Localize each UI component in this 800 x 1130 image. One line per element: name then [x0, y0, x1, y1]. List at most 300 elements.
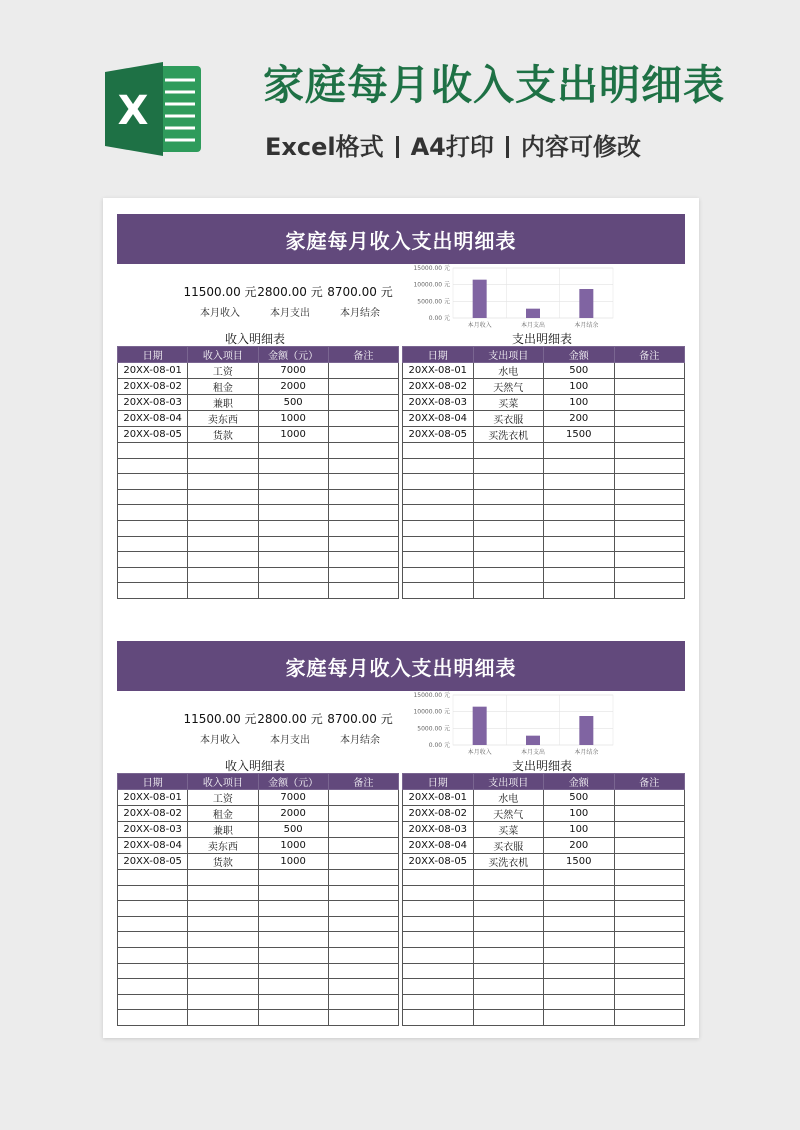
table-cell[interactable]	[544, 443, 615, 459]
table-cell[interactable]: 1000	[258, 838, 328, 854]
table-cell[interactable]	[614, 854, 685, 870]
table-row	[118, 536, 399, 552]
table-row	[118, 806, 399, 822]
table-cell[interactable]	[403, 1010, 474, 1026]
table-cell[interactable]: 20XX-08-02	[118, 806, 188, 822]
table-cell[interactable]	[118, 1010, 188, 1026]
table-cell[interactable]	[473, 870, 544, 886]
table-cell[interactable]	[188, 536, 258, 552]
table-cell[interactable]	[544, 552, 615, 568]
table-cell[interactable]	[614, 505, 685, 521]
table-cell[interactable]: 1500	[544, 854, 615, 870]
table-cell[interactable]	[473, 994, 544, 1010]
table-cell[interactable]	[328, 932, 398, 948]
table-cell[interactable]	[544, 963, 615, 979]
table-cell[interactable]	[188, 505, 258, 521]
table-cell[interactable]: 卖东西	[188, 411, 258, 427]
table-cell[interactable]	[544, 885, 615, 901]
table-cell[interactable]	[544, 583, 615, 599]
table-cell[interactable]	[118, 520, 188, 536]
table-cell[interactable]: 20XX-08-04	[118, 411, 188, 427]
table-cell[interactable]	[328, 505, 398, 521]
table-cell[interactable]	[403, 885, 474, 901]
table-cell[interactable]	[403, 916, 474, 932]
table-row	[403, 363, 685, 379]
table-cell[interactable]: 2000	[258, 806, 328, 822]
column-header: 支出项目	[473, 774, 544, 790]
table-cell[interactable]	[614, 806, 685, 822]
table-row	[118, 790, 399, 806]
table-cell[interactable]	[544, 505, 615, 521]
table-cell[interactable]	[328, 379, 398, 395]
table-cell[interactable]: 2000	[258, 379, 328, 395]
table-row	[403, 932, 685, 948]
table-cell[interactable]	[473, 916, 544, 932]
table-cell[interactable]	[258, 963, 328, 979]
table-cell[interactable]	[544, 567, 615, 583]
table-cell[interactable]	[328, 363, 398, 379]
summary-expense	[253, 283, 327, 319]
table-cell[interactable]	[328, 994, 398, 1010]
table-cell[interactable]	[258, 885, 328, 901]
table-cell[interactable]	[403, 901, 474, 917]
table-cell[interactable]: 20XX-08-01	[403, 790, 474, 806]
table-cell[interactable]: 20XX-08-01	[118, 790, 188, 806]
table-cell[interactable]: 买衣服	[473, 838, 544, 854]
table-cell[interactable]	[473, 979, 544, 995]
table-cell[interactable]: 20XX-08-02	[403, 379, 474, 395]
table-cell[interactable]	[328, 963, 398, 979]
table-cell[interactable]	[473, 505, 544, 521]
table-cell[interactable]	[614, 838, 685, 854]
table-cell[interactable]: 租金	[188, 379, 258, 395]
table-cell[interactable]	[118, 963, 188, 979]
table-cell[interactable]	[258, 1010, 328, 1026]
table-cell[interactable]	[614, 916, 685, 932]
expense-table	[402, 346, 685, 599]
table-row	[403, 947, 685, 963]
table-row	[118, 854, 399, 870]
table-cell[interactable]	[328, 489, 398, 505]
table-cell[interactable]	[118, 979, 188, 995]
table-cell[interactable]	[614, 790, 685, 806]
table-cell[interactable]: 买衣服	[473, 411, 544, 427]
column-header: 金额（元）	[258, 347, 328, 363]
table-cell[interactable]	[258, 870, 328, 886]
table-row	[403, 411, 685, 427]
table-row	[118, 838, 399, 854]
table-cell[interactable]	[328, 947, 398, 963]
table-cell[interactable]	[258, 916, 328, 932]
table-cell[interactable]: 货款	[188, 854, 258, 870]
table-cell[interactable]	[258, 994, 328, 1010]
table-cell[interactable]	[118, 552, 188, 568]
table-cell[interactable]	[403, 870, 474, 886]
table-cell[interactable]	[614, 567, 685, 583]
table-cell[interactable]	[328, 916, 398, 932]
table-cell[interactable]	[328, 474, 398, 490]
table-cell[interactable]	[188, 963, 258, 979]
column-header: 金额（元）	[258, 774, 328, 790]
table-cell[interactable]	[403, 505, 474, 521]
table-cell[interactable]	[614, 963, 685, 979]
table-cell[interactable]	[328, 458, 398, 474]
table-cell[interactable]	[614, 885, 685, 901]
table-cell[interactable]	[403, 963, 474, 979]
table-cell[interactable]: 20XX-08-02	[403, 806, 474, 822]
table-cell[interactable]: 20XX-08-02	[118, 379, 188, 395]
table-cell[interactable]	[258, 583, 328, 599]
table-cell[interactable]	[403, 489, 474, 505]
table-cell[interactable]: 买菜	[473, 822, 544, 838]
table-cell[interactable]	[258, 520, 328, 536]
column-header: 日期	[118, 774, 188, 790]
table-cell[interactable]: 200	[544, 411, 615, 427]
table-cell[interactable]	[544, 458, 615, 474]
summary-value: 8700.00 元	[327, 712, 393, 726]
table-cell[interactable]	[328, 583, 398, 599]
summary-income	[183, 283, 257, 319]
table-cell[interactable]	[473, 567, 544, 583]
table-cell[interactable]: 100	[544, 395, 615, 411]
table-cell[interactable]: 500	[544, 790, 615, 806]
table-cell[interactable]	[328, 411, 398, 427]
table-cell[interactable]: 工资	[188, 790, 258, 806]
table-cell[interactable]: 兼职	[188, 822, 258, 838]
table-cell[interactable]	[328, 520, 398, 536]
income-table	[117, 346, 399, 599]
table-cell[interactable]: 20XX-08-03	[118, 395, 188, 411]
table-cell[interactable]	[328, 901, 398, 917]
summary-chart	[403, 264, 615, 332]
table-cell[interactable]	[614, 411, 685, 427]
table-cell[interactable]	[473, 583, 544, 599]
table-cell[interactable]	[188, 1010, 258, 1026]
table-cell[interactable]	[328, 427, 398, 443]
table-cell[interactable]	[188, 947, 258, 963]
table-cell[interactable]: 1500	[544, 427, 615, 443]
table-cell[interactable]	[258, 505, 328, 521]
table-cell[interactable]	[118, 489, 188, 505]
table-cell[interactable]	[118, 901, 188, 917]
table-cell[interactable]: 20XX-08-05	[403, 854, 474, 870]
table-cell[interactable]	[118, 994, 188, 1010]
table-header-row	[118, 774, 399, 790]
table-cell[interactable]: 买洗衣机	[473, 427, 544, 443]
table-cell[interactable]	[544, 489, 615, 505]
table-row	[403, 979, 685, 995]
table-row	[403, 916, 685, 932]
table-row	[118, 363, 399, 379]
table-cell[interactable]: 买洗衣机	[473, 854, 544, 870]
table-cell[interactable]: 1000	[258, 427, 328, 443]
table-cell[interactable]	[614, 443, 685, 459]
table-cell[interactable]	[118, 885, 188, 901]
table-cell[interactable]: 500	[544, 363, 615, 379]
table-cell[interactable]	[188, 885, 258, 901]
table-cell[interactable]	[614, 474, 685, 490]
table-cell[interactable]	[544, 536, 615, 552]
column-header: 收入项目	[188, 347, 258, 363]
table-cell[interactable]	[118, 536, 188, 552]
table-cell[interactable]	[328, 806, 398, 822]
table-cell[interactable]	[473, 520, 544, 536]
table-cell[interactable]	[614, 583, 685, 599]
table-cell[interactable]	[473, 443, 544, 459]
table-cell[interactable]	[188, 443, 258, 459]
subtitle-divider	[396, 136, 399, 158]
table-cell[interactable]: 20XX-08-04	[118, 838, 188, 854]
table-cell[interactable]	[258, 567, 328, 583]
table-cell[interactable]	[614, 979, 685, 995]
table-cell[interactable]: 500	[258, 395, 328, 411]
table-cell[interactable]	[614, 1010, 685, 1026]
subtitle-editable: 内容可修改	[520, 133, 641, 161]
table-cell[interactable]: 20XX-08-04	[403, 838, 474, 854]
column-header: 备注	[328, 774, 398, 790]
table-cell[interactable]	[118, 474, 188, 490]
table-cell[interactable]	[614, 536, 685, 552]
table-cell[interactable]	[328, 567, 398, 583]
table-cell[interactable]	[403, 979, 474, 995]
table-cell[interactable]: 1000	[258, 411, 328, 427]
table-cell[interactable]	[473, 552, 544, 568]
table-cell[interactable]	[403, 994, 474, 1010]
table-cell[interactable]	[328, 979, 398, 995]
table-cell[interactable]: 卖东西	[188, 838, 258, 854]
table-cell[interactable]	[258, 979, 328, 995]
table-cell[interactable]: 20XX-08-03	[118, 822, 188, 838]
table-cell[interactable]	[188, 870, 258, 886]
table-row	[118, 885, 399, 901]
table-cell[interactable]	[544, 947, 615, 963]
table-row	[118, 916, 399, 932]
table-cell[interactable]	[544, 994, 615, 1010]
table-cell[interactable]	[118, 458, 188, 474]
table-cell[interactable]: 兼职	[188, 395, 258, 411]
table-cell[interactable]	[614, 489, 685, 505]
bar	[526, 736, 540, 745]
table-cell[interactable]	[188, 932, 258, 948]
table-row	[403, 474, 685, 490]
table-cell[interactable]	[118, 505, 188, 521]
table-cell[interactable]	[188, 916, 258, 932]
table-row	[118, 947, 399, 963]
table-cell[interactable]	[258, 536, 328, 552]
table-cell[interactable]	[328, 870, 398, 886]
table-cell[interactable]	[118, 932, 188, 948]
table-cell[interactable]: 水电	[473, 790, 544, 806]
table-cell[interactable]: 天然气	[473, 806, 544, 822]
table-cell[interactable]	[118, 947, 188, 963]
table-row	[403, 536, 685, 552]
table-cell[interactable]: 7000	[258, 790, 328, 806]
table-cell[interactable]	[614, 395, 685, 411]
table-cell[interactable]: 100	[544, 822, 615, 838]
table-cell[interactable]	[188, 458, 258, 474]
table-cell[interactable]	[188, 994, 258, 1010]
table-cell[interactable]	[403, 567, 474, 583]
table-cell[interactable]	[328, 885, 398, 901]
table-cell[interactable]	[473, 963, 544, 979]
table-cell[interactable]	[328, 552, 398, 568]
table-cell[interactable]	[403, 443, 474, 459]
table-row	[403, 458, 685, 474]
table-cell[interactable]: 20XX-08-05	[118, 427, 188, 443]
table-cell[interactable]	[258, 474, 328, 490]
table-row	[403, 1010, 685, 1026]
table-cell[interactable]	[258, 947, 328, 963]
table-cell[interactable]	[614, 932, 685, 948]
table-cell[interactable]	[258, 552, 328, 568]
table-cell[interactable]: 200	[544, 838, 615, 854]
table-cell[interactable]	[614, 994, 685, 1010]
table-row	[118, 979, 399, 995]
subtitle-divider	[506, 136, 509, 158]
table-cell[interactable]	[473, 947, 544, 963]
table-cell[interactable]	[403, 583, 474, 599]
summary-income	[183, 710, 257, 746]
table-cell[interactable]	[614, 427, 685, 443]
table-row	[118, 901, 399, 917]
table-cell[interactable]	[473, 901, 544, 917]
table-cell[interactable]	[544, 932, 615, 948]
column-header: 金额	[544, 347, 615, 363]
table-cell[interactable]	[614, 822, 685, 838]
table-cell[interactable]: 20XX-08-03	[403, 395, 474, 411]
table-cell[interactable]: 20XX-08-01	[118, 363, 188, 379]
table-cell[interactable]	[544, 474, 615, 490]
column-header: 备注	[614, 347, 685, 363]
table-cell[interactable]	[473, 885, 544, 901]
document-page	[103, 198, 699, 1038]
table-cell[interactable]: 100	[544, 806, 615, 822]
table-cell[interactable]	[544, 901, 615, 917]
table-cell[interactable]	[544, 916, 615, 932]
table-cell[interactable]	[403, 520, 474, 536]
table-cell[interactable]	[403, 552, 474, 568]
table-cell[interactable]	[473, 474, 544, 490]
table-cell[interactable]	[614, 458, 685, 474]
table-cell[interactable]	[118, 583, 188, 599]
table-cell[interactable]	[258, 901, 328, 917]
table-cell[interactable]: 1000	[258, 854, 328, 870]
table-cell[interactable]	[258, 458, 328, 474]
table-cell[interactable]	[118, 870, 188, 886]
page-title: 家庭每月收入支出明细表	[263, 61, 725, 109]
table-cell[interactable]	[188, 552, 258, 568]
table-cell[interactable]	[544, 1010, 615, 1026]
table-row	[403, 489, 685, 505]
table-cell[interactable]	[328, 443, 398, 459]
table-cell[interactable]	[473, 458, 544, 474]
table-header-row	[118, 347, 399, 363]
table-cell[interactable]	[328, 838, 398, 854]
bar	[579, 289, 593, 318]
table-cell[interactable]	[614, 901, 685, 917]
table-cell[interactable]: 20XX-08-04	[403, 411, 474, 427]
table-cell[interactable]: 20XX-08-05	[403, 427, 474, 443]
table-cell[interactable]: 20XX-08-05	[118, 854, 188, 870]
y-tick-label: 0.00 元	[428, 742, 450, 749]
column-header: 金额	[544, 774, 615, 790]
table-row	[118, 505, 399, 521]
table-cell[interactable]	[473, 932, 544, 948]
table-cell[interactable]	[614, 520, 685, 536]
table-cell[interactable]	[188, 901, 258, 917]
table-cell[interactable]	[544, 979, 615, 995]
x-tick-label: 本月收入	[467, 322, 492, 329]
table-cell[interactable]: 天然气	[473, 379, 544, 395]
table-cell[interactable]	[328, 536, 398, 552]
table-cell[interactable]	[188, 474, 258, 490]
x-tick-label: 本月结余	[574, 322, 599, 329]
table-row	[403, 583, 685, 599]
summary-value: 8700.00 元	[327, 285, 393, 299]
table-cell[interactable]: 工资	[188, 363, 258, 379]
table-cell[interactable]	[473, 489, 544, 505]
table-cell[interactable]: 7000	[258, 363, 328, 379]
summary-label: 本月结余	[340, 735, 380, 746]
table-cell[interactable]	[403, 536, 474, 552]
table-cell[interactable]: 20XX-08-01	[403, 363, 474, 379]
x-tick-label: 本月收入	[467, 749, 492, 756]
table-cell[interactable]	[614, 552, 685, 568]
table-row	[403, 379, 685, 395]
table-cell[interactable]	[473, 536, 544, 552]
y-tick-label: 15000.00 元	[413, 265, 450, 272]
table-cell[interactable]	[258, 489, 328, 505]
table-cell[interactable]	[328, 1010, 398, 1026]
table-cell[interactable]	[188, 567, 258, 583]
table-cell[interactable]	[188, 520, 258, 536]
column-header: 备注	[328, 347, 398, 363]
table-cell[interactable]	[544, 870, 615, 886]
table-cell[interactable]	[614, 870, 685, 886]
table-cell[interactable]	[403, 458, 474, 474]
table-cell[interactable]: 租金	[188, 806, 258, 822]
table-cell[interactable]	[614, 947, 685, 963]
table-cell[interactable]	[188, 583, 258, 599]
table-cell[interactable]: 货款	[188, 427, 258, 443]
table-cell[interactable]	[118, 567, 188, 583]
table-cell[interactable]	[328, 790, 398, 806]
table-cell[interactable]	[328, 822, 398, 838]
table-cell[interactable]	[258, 932, 328, 948]
table-cell[interactable]	[473, 1010, 544, 1026]
table-row	[403, 822, 685, 838]
table-cell[interactable]: 500	[258, 822, 328, 838]
table-cell[interactable]: 买菜	[473, 395, 544, 411]
table-cell[interactable]	[188, 979, 258, 995]
table-cell[interactable]	[614, 363, 685, 379]
table-cell[interactable]	[258, 443, 328, 459]
table-cell[interactable]: 100	[544, 379, 615, 395]
table-cell[interactable]	[614, 379, 685, 395]
table-cell[interactable]	[403, 947, 474, 963]
table-cell[interactable]	[328, 395, 398, 411]
table-cell[interactable]	[118, 443, 188, 459]
table-cell[interactable]	[328, 854, 398, 870]
table-cell[interactable]	[544, 520, 615, 536]
y-tick-label: 15000.00 元	[413, 692, 450, 699]
table-cell[interactable]: 水电	[473, 363, 544, 379]
table-cell[interactable]: 20XX-08-03	[403, 822, 474, 838]
table-cell[interactable]	[403, 474, 474, 490]
table-cell[interactable]	[403, 932, 474, 948]
table-cell[interactable]	[118, 916, 188, 932]
table-cell[interactable]	[188, 489, 258, 505]
